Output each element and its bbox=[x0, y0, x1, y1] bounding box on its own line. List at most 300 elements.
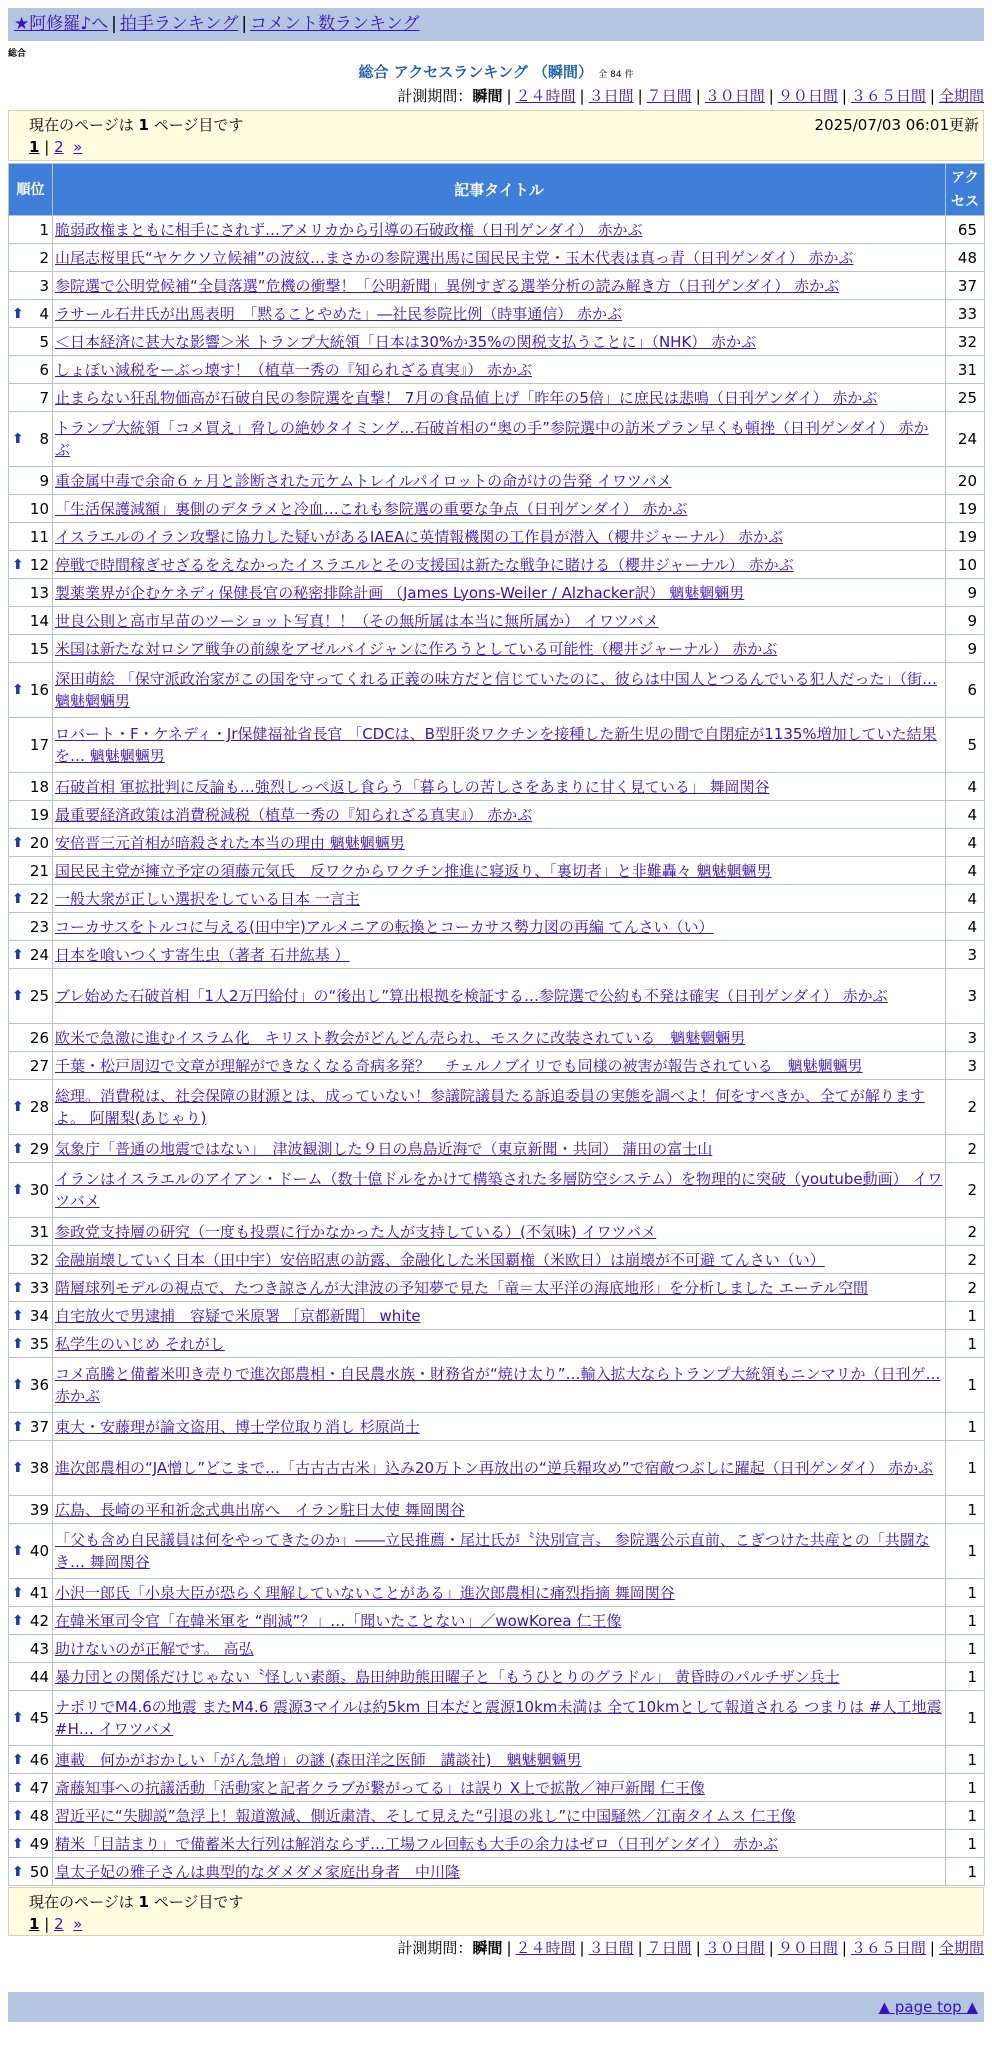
article-title-link[interactable]: 参院選で公明党候補“全員落選”危機の衝撃！「公明新聞」異例すぎる選挙分析の読み解き方（日刊ゲンダイ） 赤かぶ bbox=[55, 276, 840, 295]
article-title-link[interactable]: 一般大衆が正しい選択をしている日本 一言主 bbox=[55, 889, 360, 908]
article-title-link[interactable]: 最重要経済政策は消費税減税（植草一秀の『知られざる真実』） 赤かぶ bbox=[55, 805, 533, 824]
page-separator: | bbox=[44, 138, 50, 156]
home-link[interactable]: ★阿修羅♪へ bbox=[14, 14, 109, 34]
title-cell bbox=[53, 467, 946, 495]
title-cell bbox=[53, 718, 946, 773]
title-cell bbox=[53, 1802, 946, 1830]
title-cell bbox=[53, 1135, 946, 1163]
table-row bbox=[9, 1218, 985, 1246]
access-count: 2 bbox=[946, 1274, 985, 1302]
article-title-link[interactable]: 連載 何かがおかしい「がん急増」の謎 (森田洋之医師 講談社) 魑魅魍魎男 bbox=[55, 1750, 582, 1769]
title-cell bbox=[53, 356, 946, 384]
title-cell bbox=[53, 773, 946, 801]
rank-number: 39 bbox=[29, 1500, 49, 1519]
article-title-link[interactable]: ラサール石井氏が出馬表明 「黙ることやめた」―社民参院比例（時事通信） 赤かぶ bbox=[55, 304, 622, 323]
rank-cell bbox=[9, 1302, 53, 1330]
article-title-link[interactable]: コメ高騰と備蓄米叩き売りで進次郎農相・自民農水族・財務省が“焼け太り”…輸入拡大ならトランプ大統領もニンマリか（日刊ゲ… 赤かぶ bbox=[55, 1365, 941, 1405]
table-row bbox=[9, 1858, 985, 1886]
period-option-link[interactable]: ２４時間 bbox=[515, 87, 576, 105]
title-cell bbox=[53, 885, 946, 913]
ranking-title-text: 総合 アクセスランキング （瞬間） bbox=[358, 63, 594, 81]
page-links bbox=[29, 1914, 82, 1934]
period-separator: | bbox=[768, 1939, 774, 1957]
rank-number: 18 bbox=[29, 777, 49, 796]
title-cell bbox=[53, 412, 946, 467]
rank-up-arrow-icon: ⬆ bbox=[12, 1279, 24, 1296]
table-row bbox=[9, 384, 985, 412]
page-prefix: 現在のページは bbox=[29, 1893, 139, 1911]
title-cell bbox=[53, 829, 946, 857]
title-cell bbox=[53, 1052, 946, 1080]
clap-ranking-link[interactable]: 拍手ランキング bbox=[119, 14, 239, 34]
article-title-link[interactable]: 自宅放火で男逮捕 容疑で米原署 ［京都新聞］ white bbox=[55, 1306, 421, 1325]
access-count: 4 bbox=[946, 885, 985, 913]
period-option-link[interactable]: 全期間 bbox=[938, 1939, 984, 1957]
current-page: 1 bbox=[29, 138, 40, 156]
rank-number: 10 bbox=[29, 499, 49, 518]
rank-cell bbox=[9, 1163, 53, 1218]
access-count: 2 bbox=[946, 1218, 985, 1246]
rank-cell bbox=[9, 885, 53, 913]
period-separator: | bbox=[579, 1939, 585, 1957]
article-title-link[interactable]: ナポリでM4.6の地震 またM4.6 震源3マイルは約5km 日本だと震源10km未満は 全て10kmとして報道される つまりは #人工地震 #H… イワツバメ bbox=[55, 1698, 942, 1738]
access-count: 1 bbox=[946, 1441, 985, 1496]
rank-cell bbox=[9, 607, 53, 635]
period-option-link[interactable]: ９０日間 bbox=[777, 87, 838, 105]
rank-up-arrow-icon: ⬆ bbox=[12, 305, 24, 322]
period-label: 計測期間： bbox=[397, 1939, 473, 1957]
article-title-link[interactable]: しょぼい減税をーぶっ壊す！（植草一秀の『知られざる真実』） 赤かぶ bbox=[55, 360, 532, 379]
access-count: 48 bbox=[946, 244, 985, 272]
page-2-link[interactable]: 2 bbox=[54, 1915, 64, 1933]
article-title-link[interactable]: 山尾志桜里氏“ヤケクソ立候補”の波紋…まさかの参院選出馬に国民民主党・玉木代表は真っ青（日刊ゲンダイ） 赤かぶ bbox=[55, 248, 854, 267]
period-option-link[interactable]: ７日間 bbox=[646, 87, 692, 105]
article-title-link[interactable]: 暴力団との関係だけじゃない〝怪しい素顔〟島田紳助熊田曜子と「もうひとりのグラドル」 黄昏時のパルチザン兵士 bbox=[55, 1667, 840, 1686]
table-row bbox=[9, 300, 985, 328]
article-title-link[interactable]: 金融崩壊していく日本（田中宇）安倍昭恵の訪露、金融化した米国覇権（米欧日）は崩壊が不可避 てんさい（い） bbox=[55, 1250, 825, 1269]
rank-cell bbox=[9, 1080, 53, 1135]
table-row bbox=[9, 607, 985, 635]
col-title-header: 記事タイトル bbox=[53, 164, 946, 216]
col-access-header: アクセス bbox=[946, 164, 985, 216]
period-separator: | bbox=[506, 87, 512, 105]
article-title-link[interactable]: 製薬業界が企むケネディ保健長官の秘密排除計画 （James Lyons-Weiler / Alzhacker訳） 魑魅魍魎男 bbox=[55, 583, 745, 602]
article-title-link[interactable]: 安倍晋三元首相が暗殺された本当の理由 魑魅魍魎男 bbox=[55, 833, 405, 852]
rank-up-arrow-icon: ⬆ bbox=[12, 1751, 24, 1768]
access-count: 2 bbox=[946, 1246, 985, 1274]
access-count: 1 bbox=[946, 1302, 985, 1330]
rank-up-arrow-icon: ⬆ bbox=[12, 1807, 24, 1824]
rank-number: 20 bbox=[29, 833, 49, 852]
rank-up-arrow-icon: ⬆ bbox=[12, 1140, 24, 1157]
table-row bbox=[9, 1163, 985, 1218]
table-row bbox=[9, 1579, 985, 1607]
period-separator: | bbox=[841, 1939, 847, 1957]
period-separator: | bbox=[579, 87, 585, 105]
rank-number: 16 bbox=[29, 681, 49, 699]
title-cell bbox=[53, 1246, 946, 1274]
title-cell bbox=[53, 607, 946, 635]
rank-number: 26 bbox=[29, 1028, 49, 1047]
rank-cell bbox=[9, 1441, 53, 1496]
table-row bbox=[9, 523, 985, 551]
access-count: 5 bbox=[946, 718, 985, 773]
period-option-link[interactable]: ３０日間 bbox=[704, 87, 765, 105]
access-count: 19 bbox=[946, 495, 985, 523]
table-row bbox=[9, 328, 985, 356]
page-links bbox=[29, 137, 82, 157]
period-option-link[interactable]: ９０日間 bbox=[777, 1939, 838, 1957]
rank-number: 48 bbox=[29, 1806, 49, 1825]
access-count: 4 bbox=[946, 829, 985, 857]
access-count: 3 bbox=[946, 969, 985, 1024]
page-suffix: ページ目です bbox=[148, 116, 244, 134]
rank-number: 9 bbox=[39, 471, 49, 490]
rank-cell bbox=[9, 579, 53, 607]
period-option-link[interactable]: ３６５日間 bbox=[850, 87, 926, 105]
rank-number: 22 bbox=[29, 889, 49, 908]
rank-number: 42 bbox=[29, 1611, 49, 1630]
table-row bbox=[9, 495, 985, 523]
rank-number: 12 bbox=[29, 555, 49, 574]
bottom-nav-bar bbox=[8, 1992, 984, 2022]
rank-number: 40 bbox=[29, 1542, 49, 1560]
rank-number: 47 bbox=[29, 1778, 49, 1797]
title-cell bbox=[53, 1746, 946, 1774]
article-title-link[interactable]: トランプ大統領「コメ買え」脅しの絶妙タイミング…石破首相の“奥の手”参院選中の訪米プラン早くも頓挫（日刊ゲンダイ） 赤かぶ bbox=[55, 419, 929, 459]
rank-cell bbox=[9, 801, 53, 829]
rank-cell bbox=[9, 495, 53, 523]
rank-cell bbox=[9, 635, 53, 663]
article-title-link[interactable]: 国民民主党が擁立予定の須藤元気氏 反ワクからワクチン推進に寝返り、「裏切者」と非難轟々 魑魅魍魎男 bbox=[55, 861, 772, 880]
article-title-link[interactable]: イスラエルのイラン攻撃に協力した疑いがあるIAEAに英情報機関の工作員が潜入（櫻井ジャーナル） 赤かぶ bbox=[55, 527, 783, 546]
rank-up-arrow-icon: ⬆ bbox=[12, 1418, 24, 1435]
rank-number: 30 bbox=[29, 1181, 49, 1199]
rank-cell bbox=[9, 1218, 53, 1246]
table-row bbox=[9, 1830, 985, 1858]
access-count: 1 bbox=[946, 1358, 985, 1413]
table-row bbox=[9, 1246, 985, 1274]
title-cell bbox=[53, 1413, 946, 1441]
rank-number: 37 bbox=[29, 1417, 49, 1436]
rank-cell bbox=[9, 1496, 53, 1524]
title-cell bbox=[53, 328, 946, 356]
article-title-link[interactable]: 精米「目詰まり」で備蓄米大行列は解消ならず…工場フル回転も大手の余力はゼロ（日刊ゲンダイ） 赤かぶ bbox=[55, 1834, 778, 1853]
period-option-link[interactable]: ２４時間 bbox=[515, 1939, 576, 1957]
title-cell bbox=[53, 1441, 946, 1496]
article-title-link[interactable]: 「生活保護減額」裏側のデタラメと冷血…これも参院選の重要な争点（日刊ゲンダイ） 赤かぶ bbox=[55, 499, 688, 518]
rank-number: 34 bbox=[29, 1306, 49, 1325]
table-row bbox=[9, 1691, 985, 1746]
rank-up-arrow-icon: ⬆ bbox=[12, 1584, 24, 1601]
rank-cell bbox=[9, 384, 53, 412]
rank-up-arrow-icon: ⬆ bbox=[12, 946, 24, 963]
rank-number: 6 bbox=[39, 360, 49, 379]
title-cell bbox=[53, 1524, 946, 1579]
rank-number: 49 bbox=[29, 1834, 49, 1853]
rank-up-arrow-icon: ⬆ bbox=[12, 1779, 24, 1796]
rank-number: 21 bbox=[29, 861, 49, 880]
rank-cell bbox=[9, 1274, 53, 1302]
table-row bbox=[9, 1135, 985, 1163]
table-row bbox=[9, 1302, 985, 1330]
article-title-link[interactable]: 止まらない狂乱物価高が石破自民の参院選を直撃！ 7月の食品値上げ「昨年の5倍」に庶民は悲鳴（日刊ゲンダイ） 赤かぶ bbox=[55, 388, 878, 407]
article-title-link[interactable]: 皇太子妃の雅子さんは典型的なダメダメ家庭出身者 中川隆 bbox=[55, 1862, 461, 1881]
table-row bbox=[9, 801, 985, 829]
article-title-link[interactable]: 脆弱政権まともに相手にされず…アメリカから引導の石破政権（日刊ゲンダイ） 赤かぶ bbox=[55, 220, 643, 239]
article-title-link[interactable]: 階層球列モデルの視点で、たつき諒さんが大津波の予知夢で見た「竜＝太平洋の海底地形」を分析しました エーテル空間 bbox=[55, 1278, 868, 1297]
rank-cell bbox=[9, 328, 53, 356]
article-title-link[interactable]: 深田萌絵 「保守派政治家がこの国を守ってくれる正義の味方だと信じていたのに、彼らは中国人とつるんでいる犯人だった」（街… 魑魅魍魎男 bbox=[55, 670, 937, 710]
rank-cell bbox=[9, 913, 53, 941]
access-count: 1 bbox=[946, 1496, 985, 1524]
table-row bbox=[9, 1413, 985, 1441]
rank-cell bbox=[9, 1135, 53, 1163]
period-separator: | bbox=[506, 1939, 512, 1957]
article-title-link[interactable]: ロバート・F・ケネディ・Jr保健福祉省長官 「CDCは、B型肝炎ワクチンを接種した新生児の間で自閉症が1135%増加していた結果を… 魑魅魍魎男 bbox=[55, 725, 937, 765]
article-title-link[interactable]: 参政党支持層の研究（一度も投票に行かなかった人が支持している）(不気味) イワツバメ bbox=[55, 1222, 657, 1241]
article-title-link[interactable]: 進次郎農相の“JA憎し”どこまで…「古古古古米」込み20万トン再放出の“逆兵糧攻め”で宿敵つぶしに躍起（日刊ゲンダイ） 赤かぶ bbox=[55, 1459, 934, 1477]
period-selector-top bbox=[397, 85, 984, 107]
table-row bbox=[9, 272, 985, 300]
rank-cell bbox=[9, 1246, 53, 1274]
period-separator: | bbox=[695, 87, 701, 105]
page-prefix: 現在のページは bbox=[29, 116, 139, 134]
access-count: 1 bbox=[946, 1691, 985, 1746]
period-option-link[interactable]: ３６５日間 bbox=[850, 1939, 926, 1957]
rank-cell bbox=[9, 718, 53, 773]
pager-bottom bbox=[8, 1887, 984, 1936]
period-separator: | bbox=[637, 87, 643, 105]
period-option-link[interactable]: ７日間 bbox=[646, 1939, 692, 1957]
rank-cell bbox=[9, 1635, 53, 1663]
table-row bbox=[9, 969, 985, 1024]
period-option-link[interactable]: ３日間 bbox=[588, 87, 634, 105]
rank-cell bbox=[9, 1858, 53, 1886]
article-title-link[interactable]: 広島、長崎の平和祈念式典出席へ イラン駐日大使 舞岡関谷 bbox=[55, 1500, 465, 1519]
access-count: 2 bbox=[946, 1163, 985, 1218]
page-number: 1 bbox=[138, 116, 149, 134]
article-title-link[interactable]: 小沢一郎氏「小泉大臣が恐らく理解していないことがある」進次郎農相に痛烈指摘 舞岡関谷 bbox=[55, 1583, 675, 1602]
rank-number: 43 bbox=[29, 1639, 49, 1658]
title-cell bbox=[53, 1635, 946, 1663]
rank-cell bbox=[9, 773, 53, 801]
article-title-link[interactable]: 気象庁「普通の地震ではない」 津波観測した９日の鳥島近海で（東京新聞・共同） 蒲田の富士山 bbox=[55, 1139, 713, 1158]
access-count: 1 bbox=[946, 1774, 985, 1802]
title-cell bbox=[53, 1496, 946, 1524]
rank-number: 14 bbox=[29, 611, 49, 630]
article-title-link[interactable]: ＜日本経済に甚大な影響＞米 トランプ大統領「日本は30%か35%の関税支払うことに」（NHK） 赤かぶ bbox=[55, 332, 757, 351]
access-count: 9 bbox=[946, 579, 985, 607]
rank-up-arrow-icon: ⬆ bbox=[12, 1335, 24, 1352]
current-page-text bbox=[29, 115, 243, 135]
article-title-link[interactable]: コーカサスをトルコに与える(田中宇)アルメニアの転換とコーカサス勢力図の再編 てんさい（い） bbox=[55, 917, 714, 936]
access-count: 1 bbox=[946, 1830, 985, 1858]
title-cell bbox=[53, 1163, 946, 1218]
access-count: 25 bbox=[946, 384, 985, 412]
period-option-link[interactable]: ３０日間 bbox=[704, 1939, 765, 1957]
access-count: 10 bbox=[946, 551, 985, 579]
title-cell bbox=[53, 579, 946, 607]
rank-cell bbox=[9, 1052, 53, 1080]
rank-number: 17 bbox=[29, 736, 49, 754]
article-title-link[interactable]: 日本を喰いつくす寄生虫（著者 石井紘基 ） bbox=[55, 945, 350, 964]
rank-number: 4 bbox=[39, 304, 49, 323]
table-row bbox=[9, 412, 985, 467]
rank-number: 29 bbox=[29, 1139, 49, 1158]
article-title-link[interactable]: 斎藤知事への抗議活動「活動家と記者クラブが繋がってる」は誤り X上で拡散／神戸新聞 仁王像 bbox=[55, 1778, 705, 1797]
period-selector-bottom bbox=[397, 1937, 984, 1959]
rank-cell bbox=[9, 1413, 53, 1441]
rank-cell bbox=[9, 272, 53, 300]
access-count: 1 bbox=[946, 1802, 985, 1830]
article-title-link[interactable]: 「父も含め自民議員は何をやってきたのか」――立民推薦・尾辻氏が〝決別宣言〟 参院選公示直前、こぎつけた共産との「共闘なき… 舞岡関谷 bbox=[55, 1531, 930, 1571]
page-separator: | bbox=[44, 1915, 50, 1933]
table-row bbox=[9, 718, 985, 773]
table-row bbox=[9, 551, 985, 579]
table-row bbox=[9, 1802, 985, 1830]
access-count: 6 bbox=[946, 663, 985, 718]
title-cell bbox=[53, 635, 946, 663]
period-separator: | bbox=[768, 87, 774, 105]
nav-separator: | bbox=[241, 14, 248, 34]
table-row bbox=[9, 1080, 985, 1135]
title-cell bbox=[53, 244, 946, 272]
article-title-link[interactable]: 千葉・松戸周辺で文章が理解ができなくなる奇病多発？ チェルノブイリでも同様の被害が報告されている 魑魅魍魎男 bbox=[55, 1056, 863, 1075]
rank-cell bbox=[9, 1358, 53, 1413]
rank-number: 8 bbox=[39, 430, 49, 448]
title-cell bbox=[53, 523, 946, 551]
article-title-link[interactable]: 習近平に“失脚説”急浮上！報道激減、側近粛清、そして見えた“引退の兆し”に中国騒然／江南タイムス 仁王像 bbox=[55, 1806, 796, 1825]
access-count: 1 bbox=[946, 1413, 985, 1441]
table-row bbox=[9, 1496, 985, 1524]
rank-number: 44 bbox=[29, 1667, 49, 1686]
table-row bbox=[9, 1441, 985, 1496]
table-row bbox=[9, 1524, 985, 1579]
rank-up-arrow-icon: ⬆ bbox=[12, 1460, 24, 1476]
article-title-link[interactable]: 重金属中毒で余命６ヶ月と診断された元ケムトレイルパイロットの命がけの告発 イワツバメ bbox=[55, 471, 672, 490]
rank-up-arrow-icon: ⬆ bbox=[12, 1307, 24, 1324]
period-separator: | bbox=[929, 1939, 935, 1957]
article-title-link[interactable]: ブレ始めた石破首相「1人2万円給付」の“後出し”算出根拠を検証する…参院選で公約も不発は確実（日刊ゲンダイ） 赤かぶ bbox=[55, 987, 888, 1005]
table-row bbox=[9, 1635, 985, 1663]
table-row bbox=[9, 635, 985, 663]
table-row bbox=[9, 663, 985, 718]
rank-number: 25 bbox=[29, 987, 49, 1005]
current-page: 1 bbox=[29, 1915, 40, 1933]
title-cell bbox=[53, 216, 946, 244]
rank-number: 3 bbox=[39, 276, 49, 295]
rank-cell bbox=[9, 467, 53, 495]
rank-cell bbox=[9, 300, 53, 328]
access-count: 20 bbox=[946, 467, 985, 495]
article-title-link[interactable]: 総理。消費税は、社会保障の財源とは、成っていない！参議院議員たる訴追委員の実態を調べよ！何をすべきか、全てが解りますよ。 阿闍梨(あじゃり) bbox=[55, 1087, 925, 1127]
title-cell bbox=[53, 384, 946, 412]
title-cell bbox=[53, 969, 946, 1024]
article-title-link[interactable]: 欧米で急激に進むイスラム化 キリスト教会がどんどん売られ、モスクに改装されている 魑魅魍魎男 bbox=[55, 1028, 746, 1047]
table-row bbox=[9, 1358, 985, 1413]
access-count: 1 bbox=[946, 1746, 985, 1774]
table-row bbox=[9, 1607, 985, 1635]
rank-number: 24 bbox=[29, 945, 49, 964]
ranking-rows bbox=[9, 216, 985, 1886]
rank-number: 27 bbox=[29, 1056, 49, 1075]
access-count: 1 bbox=[946, 1635, 985, 1663]
rank-cell bbox=[9, 523, 53, 551]
rank-cell bbox=[9, 1024, 53, 1052]
rank-cell bbox=[9, 551, 53, 579]
rank-number: 46 bbox=[29, 1750, 49, 1769]
title-cell bbox=[53, 495, 946, 523]
table-row bbox=[9, 941, 985, 969]
rank-up-arrow-icon: ⬆ bbox=[12, 1863, 24, 1880]
access-count: 3 bbox=[946, 941, 985, 969]
title-cell bbox=[53, 1302, 946, 1330]
comment-ranking-link[interactable]: コメント数ランキング bbox=[250, 14, 420, 34]
next-page-link[interactable]: » bbox=[73, 1915, 83, 1933]
rank-up-arrow-icon: ⬆ bbox=[12, 682, 24, 698]
period-current: 瞬間 bbox=[472, 1939, 503, 1957]
rank-number: 32 bbox=[29, 1250, 49, 1269]
article-title-link[interactable]: 私学生のいじめ それがし bbox=[55, 1334, 225, 1353]
article-title-link[interactable]: イランはイスラエルのアイアン・ドーム（数十億ドルをかけて構築された多層防空システム）を物理的に突破（youtube動画） イワツバメ bbox=[55, 1170, 943, 1210]
access-count: 31 bbox=[946, 356, 985, 384]
rank-number: 2 bbox=[39, 248, 49, 267]
rank-number: 31 bbox=[29, 1222, 49, 1241]
table-row bbox=[9, 467, 985, 495]
page-top-link[interactable]: ▲ page top ▲ bbox=[878, 1998, 978, 2016]
period-option-link[interactable]: 全期間 bbox=[938, 87, 984, 105]
article-title-link[interactable]: 東大・安藤理が論文盗用、博士学位取り消し 杉原尚士 bbox=[55, 1417, 420, 1436]
title-cell bbox=[53, 1774, 946, 1802]
page-2-link[interactable]: 2 bbox=[54, 138, 64, 156]
rank-up-arrow-icon: ⬆ bbox=[12, 890, 24, 907]
rank-up-arrow-icon: ⬆ bbox=[12, 1182, 24, 1198]
table-row bbox=[9, 885, 985, 913]
rank-number: 35 bbox=[29, 1334, 49, 1353]
rank-number: 19 bbox=[29, 805, 49, 824]
article-title-link[interactable]: 停戦で時間稼ぎせざるをえなかったイスラエルとその支援国は新たな戦争に賭ける（櫻井ジャーナル） 赤かぶ bbox=[55, 555, 794, 574]
table-row bbox=[9, 1774, 985, 1802]
rank-up-arrow-icon: ⬆ bbox=[12, 1835, 24, 1852]
article-title-link[interactable]: 石破首相 軍拡批判に反論も…強烈しっぺ返し食らう「暮らしの苦しさをあまりに甘く見ている」 舞岡関谷 bbox=[55, 777, 770, 796]
access-count: 33 bbox=[946, 300, 985, 328]
rank-cell bbox=[9, 1830, 53, 1858]
access-count: 2 bbox=[946, 1135, 985, 1163]
rank-cell bbox=[9, 216, 53, 244]
rank-number: 1 bbox=[39, 220, 49, 239]
title-cell bbox=[53, 1358, 946, 1413]
article-title-link[interactable]: 世良公則と高市早苗のツーショット写真！！（その無所属は本当に無所属か） イワツバメ bbox=[55, 611, 659, 630]
access-count: 37 bbox=[946, 272, 985, 300]
table-row bbox=[9, 1330, 985, 1358]
access-count: 3 bbox=[946, 1024, 985, 1052]
title-cell bbox=[53, 1830, 946, 1858]
next-page-link[interactable]: » bbox=[73, 138, 83, 156]
rank-cell bbox=[9, 829, 53, 857]
article-title-link[interactable]: 米国は新たな対ロシア戦争の前線をアゼルバイジャンに作ろうとしている可能性（櫻井ジャーナル） 赤かぶ bbox=[55, 639, 778, 658]
period-option-link[interactable]: ３日間 bbox=[588, 1939, 634, 1957]
rank-cell bbox=[9, 969, 53, 1024]
article-title-link[interactable]: 助けないのが正解です。 高弘 bbox=[55, 1639, 254, 1658]
col-rank-header: 順位 bbox=[9, 164, 53, 216]
access-count: 65 bbox=[946, 216, 985, 244]
nav-separator: | bbox=[111, 14, 117, 34]
article-title-link[interactable]: 在韓米軍司令官「在韓米軍を “削減”？」…「聞いたことない」／wowKorea 仁王像 bbox=[55, 1611, 622, 1630]
rank-cell bbox=[9, 1663, 53, 1691]
table-row bbox=[9, 857, 985, 885]
rank-number: 7 bbox=[39, 388, 49, 407]
